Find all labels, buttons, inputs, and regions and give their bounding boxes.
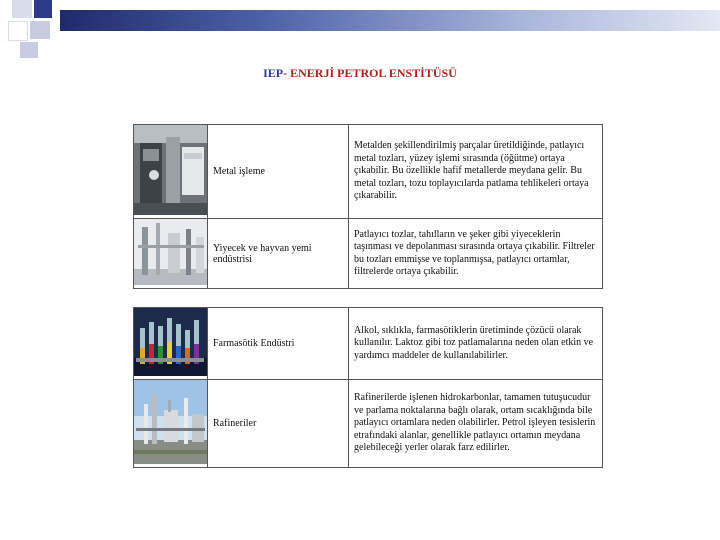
table-row: [134, 308, 603, 380]
row-image-cell: [134, 125, 208, 219]
industry-name: Yiyecek ve hayvan yemi endüstrisi: [213, 242, 312, 265]
industry-description: Rafinerilerde işlenen hidrokarbonlar, tamamen tutuşucudur ve parlama noktalarına bağlı olarak, ortam sıcaklığında bile patlayıcı ortamlara neden olabilirler. Petrol işleyen tesislerin etrafındaki alanlar, genellikle patlayıcı ortamın meydana gelebileceği yerler olarak farz edilirler.: [354, 392, 596, 454]
industry-table-2: [133, 307, 603, 468]
row-image-cell: [134, 308, 208, 380]
row-name-cell: [208, 219, 349, 289]
row-description-cell: [349, 125, 603, 219]
industry-name: Metal işleme: [213, 166, 265, 177]
industry-table-1: [133, 124, 603, 289]
industry-description: Metalden şekillendirilmiş parçalar üretildiğinde, patlayıcı metal tozları, yüzey işlemi sırasında (öğütme) ortaya çıkabilir. Bu özellikle hafif metallerde meydana gelir. Bu metal tozları, tozu toplayıcılarda patlama tehlikeleri ortaya çıkarabilir.: [354, 140, 589, 202]
table-row: [134, 125, 603, 219]
row-name-cell: [208, 380, 349, 468]
header-gradient-bar: [60, 10, 720, 31]
row-description-cell: [349, 308, 603, 380]
row-image-cell: [134, 380, 208, 468]
row-image-cell: [134, 219, 208, 289]
row-description-cell: [349, 380, 603, 468]
metal-workshop-photo: [134, 125, 207, 215]
industry-description: Patlayıcı tozlar, tahılların ve şeker gibi yiyeceklerin taşınması ve depolanması sırasında ortaya çıkabilir. Filtreler bu tozları emmişse ve toplanmışsa, patlayıcı ortamlar, filtrelerde ortaya çıkabilir.: [354, 228, 595, 277]
table-row: [134, 380, 603, 468]
industry-description: Alkol, sıklıkla, farmasötiklerin üretiminde çözücü olarak kullanılır. Laktoz gibi toz patlamalarına neden olan etkin ve yardımcı maddeler de kullanılabilirler.: [354, 324, 594, 361]
industry-name: Rafineriler: [213, 418, 257, 429]
row-name-cell: [208, 308, 349, 380]
page-title: [0, 66, 720, 81]
row-name-cell: [208, 125, 349, 219]
corner-squares-decoration: [0, 0, 60, 60]
title-brand: IEP: [263, 66, 284, 80]
refinery-photo: [134, 380, 207, 464]
food-processing-plant-photo: [134, 219, 207, 285]
industry-name: Farmasötik Endüstri: [213, 338, 295, 349]
table-row: [134, 219, 603, 289]
title-text: - ENERJİ PETROL ENSTİTÜSÜ: [283, 66, 457, 80]
row-description-cell: [349, 219, 603, 289]
laboratory-tubes-photo: [134, 308, 207, 376]
